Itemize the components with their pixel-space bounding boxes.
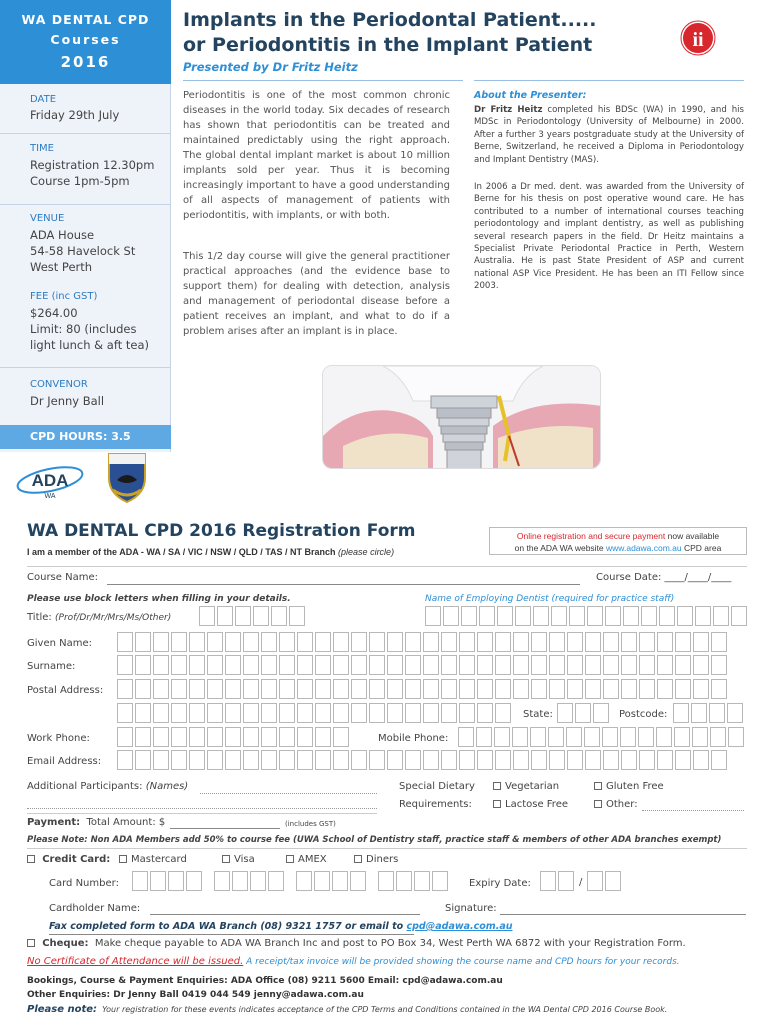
course-name-field[interactable] [107,584,580,585]
work-phone-label: Work Phone: [27,733,90,744]
online-registration-text: on the ADA WA website [514,543,607,553]
presenter-line: Presented by Dr Fritz Heitz [183,60,358,74]
cardholder-name-field[interactable] [150,914,420,915]
sidebar-header [0,0,171,84]
title-label-text: Title: [27,612,52,623]
includes-gst-note: (includes GST) [285,820,336,828]
footer-note-text: Your registration for these events indicates acceptance of the CPD Terms and Conditions contained in the WA Dental CPD 2016 Course Book. [102,1005,668,1014]
additional-participants-field-2[interactable] [27,808,377,809]
online-registration-link[interactable]: Online registration and secure payment [516,531,666,541]
online-registration-text: CPD area [681,543,722,553]
divider [27,848,747,849]
certificate-note [27,956,680,967]
card-number-boxes-2[interactable] [214,871,284,891]
payment-label: Payment: [27,817,81,828]
work-phone-boxes[interactable] [117,727,349,747]
membership-line [27,547,394,557]
intro-paragraph-1: Periodontitis is one of the most common chronic diseases in the world today. Six decades of research has shown that periodontitis can be treated and maintained predictably using the right approach. The global dental implant market is about 10 million implants sold per year. Thus it is becoming increasingly important to have a good understanding of all aspects of management of patients with periodontitis, with implants, or with both. [183,90,450,221]
surname-label: Surname: [27,661,76,672]
about-paragraph-1 [474,104,744,166]
other-diet-field[interactable] [642,810,744,811]
card-number-label: Card Number: [49,878,119,889]
card-number-boxes-3[interactable] [296,871,366,891]
title-boxes[interactable] [199,606,305,626]
title-options: (Prof/Dr/Mr/Mrs/Ms/Other) [55,613,172,623]
visa-option[interactable] [222,854,255,865]
no-certificate-text: No Certificate of Attendance will be issued. [27,956,244,967]
online-registration-box [489,527,747,555]
additional-participants-names: (Names) [145,781,189,792]
uwa-crest-logo [105,450,149,504]
vegetarian-option[interactable] [493,781,559,792]
state-boxes[interactable] [557,703,609,723]
gluten-free-label: Gluten Free [606,781,664,792]
credit-card-checkbox[interactable] [27,855,35,863]
divider [474,80,744,81]
mastercard-label: Mastercard [131,854,187,865]
receipt-text: A receipt/tax invoice will be provided showing the course name and CPD hours for your records. [243,957,680,967]
website-link[interactable]: www.adawa.com.au [606,543,682,553]
cardholder-name-label: Cardholder Name: [49,903,141,914]
mobile-phone-label: Mobile Phone: [378,733,449,744]
lactose-free-checkbox[interactable] [493,800,501,808]
convenor-value: Dr Jenny Ball [30,394,105,408]
payment-line [27,817,165,828]
venue-line1: ADA House [30,228,95,242]
date-value: Friday 29th July [30,108,120,122]
membership-text[interactable]: I am a member of the ADA - WA / SA / VIC / NSW / QLD / TAS / NT Branch [27,547,336,557]
non-member-fee-note: Please Note: Non ADA Members add 50% to course fee (UWA School of Dentistry staff, practice staff & members of other ADA branches exempt) [27,835,722,845]
signature-label: Signature: [445,903,497,914]
sidebar-header-line1: WA DENTAL CPD [21,12,150,27]
fee-line1: $264.00 [30,306,78,320]
about-paragraph-1-text: completed his BDSc (WA) in 1990, and his MDSc in Periodontology (University of Melbourne) in 2000. After a further 3 years postgraduate study at the University of Berne, Switzerland, he received a Diploma in Periodontology and Implant Dentistry (MAS). [474,105,745,165]
cheque-text: Make cheque payable to ADA WA Branch Inc and post to PO Box 34, West Perth WA 6872 with your Registration Form. [94,938,686,949]
additional-participants-text: Additional Participants: [27,781,143,792]
lactose-free-option[interactable] [493,799,568,810]
requirements-label: Requirements: [399,799,472,810]
venue-line3: West Perth [30,260,93,274]
time-label: TIME [30,143,55,154]
venue-line2: 54-58 Havelock St [30,244,136,258]
diners-checkbox[interactable] [354,855,362,863]
lactose-free-label: Lactose Free [505,799,568,810]
bookings-contact: Bookings, Course & Payment Enquiries: ADA Office (08) 9211 5600 Email: cpd@adawa.com.au [27,976,503,986]
postal-address-boxes-line2[interactable] [117,703,511,723]
divider [0,367,171,368]
fax-instruction [49,921,513,932]
diners-label: Diners [366,854,399,865]
time-line1: Registration 12.30pm [30,158,155,172]
state-label: State: [523,709,553,720]
email-label: Email Address: [27,756,102,767]
implant-illustration [322,365,601,469]
amex-option[interactable] [286,854,327,865]
divider [0,133,171,134]
employing-dentist-label: Name of Employing Dentist (required for practice staff) [425,594,675,604]
expiry-separator: / [579,877,583,888]
cheque-checkbox[interactable] [27,939,35,947]
total-amount-field[interactable] [170,828,280,829]
convenor-label: CONVENOR [30,379,88,390]
vegetarian-checkbox[interactable] [493,782,501,790]
divider [27,813,377,814]
ada-logo [14,458,86,502]
sidebar-header-line2: Courses [50,32,121,47]
membership-note: (please circle) [338,547,395,557]
divider [0,204,171,205]
additional-participants-field[interactable] [200,793,377,794]
other-enquiries-contact: Other Enquiries: Dr Jenny Ball 0419 044 549 jenny@adawa.com.au [27,990,364,1000]
fee-line2: Limit: 80 (includes [30,322,137,336]
form-title: WA DENTAL CPD 2016 Registration Form [27,521,416,541]
course-name-label: Course Name: [27,572,98,583]
cheque-label: Cheque: [42,938,89,949]
course-title-line2: or Periodontitis in the Implant Patient [183,34,593,56]
time-line2: Course 1pm-5pm [30,174,130,188]
given-name-label: Given Name: [27,638,92,649]
postal-address-boxes-line1[interactable] [117,679,727,699]
additional-participants-label [27,781,188,792]
mastercard-option[interactable] [119,854,187,865]
footer-note-label: Please note: [27,1004,98,1015]
employing-dentist-boxes[interactable] [425,606,747,626]
expiry-date-label: Expiry Date: [469,878,531,889]
divider [49,934,414,935]
special-dietary-label: Special Dietary [399,781,475,792]
title-label [27,612,171,623]
cpd-hours: CPD HOURS: 3.5 [0,425,171,449]
intro-paragraph-2: This 1/2 day course will give the general practitioner practical approaches (and the evidence base to support them) for dealing with detection, analysis and management of periodontal disease before a patient receives an implant, and what to do if a problem arises after an implant is in place. [183,251,450,337]
diners-option[interactable] [354,854,398,865]
mobile-phone-boxes[interactable] [458,727,744,747]
course-date-field[interactable]: Course Date: ____/____/____ [596,572,732,583]
card-number-boxes-1[interactable] [132,871,202,891]
course-title-line1: Implants in the Periodontal Patient..... [183,9,597,31]
online-registration-text: now available [665,531,720,541]
about-heading: About the Presenter: [474,90,587,101]
divider [27,566,747,567]
gluten-free-checkbox[interactable] [594,782,602,790]
postcode-boxes[interactable] [673,703,743,723]
fax-instruction-text: Fax completed form to ADA WA Branch (08) 9321 1757 or email to [49,921,407,932]
ada-logo-text: ADA [31,471,69,490]
ada-logo-subtext: WA [44,493,56,500]
gluten-free-option[interactable] [594,781,664,792]
other-diet-checkbox[interactable] [594,800,602,808]
iti-logo-text: ii [692,29,704,51]
footer-note [27,1004,667,1015]
postal-address-label: Postal Address: [27,685,104,696]
vegetarian-label: Vegetarian [505,781,560,792]
surname-boxes[interactable] [117,655,727,675]
signature-field[interactable] [500,914,746,915]
visa-checkbox[interactable] [222,855,230,863]
mastercard-checkbox[interactable] [119,855,127,863]
email-boxes[interactable] [117,750,727,770]
date-label: DATE [30,94,57,105]
divider [183,80,463,81]
amex-label: AMEX [298,854,327,865]
venue-label: VENUE [30,213,65,224]
online-registration-line2 [490,542,746,554]
other-diet-label: Other: [606,799,638,810]
amex-checkbox[interactable] [286,855,294,863]
online-registration-line1 [490,530,746,542]
credit-card-option[interactable] [27,854,110,865]
sidebar-header-year: 2016 [60,53,111,71]
about-paragraph-2: In 2006 a Dr med. dent. was awarded from the University of Berne for his thesis on post operative wound care. He has contributed to a number of international courses teaching periodontology and implant dentistry, as well as publishing several research papers in the field. Dr Heitz maintains a Specialist Private Periodontal Practice in Perth, Western Australia. He is past State President of ASP and current national ASP Vice President. He has been an ITI Fellow since 2003. [474,182,744,292]
block-letters-note: Please use block letters when filling in your details. [27,594,291,604]
iti-logo [680,20,716,56]
other-diet-option[interactable] [594,799,638,810]
fee-line3: light lunch & aft tea) [30,338,149,352]
fax-email-link[interactable]: cpd@adawa.com.au [406,921,513,932]
fee-label: FEE (inc GST) [30,291,98,302]
credit-card-label: Credit Card: [42,854,111,865]
total-amount-label: Total Amount: $ [86,817,166,828]
given-name-boxes[interactable] [117,632,727,652]
expiry-month-boxes[interactable] [540,871,574,891]
presenter-name: Dr Fritz Heitz [474,105,543,115]
visa-label: Visa [234,854,255,865]
postcode-label: Postcode: [619,709,668,720]
expiry-year-boxes[interactable] [587,871,621,891]
card-number-boxes-4[interactable] [378,871,448,891]
cheque-option[interactable] [27,938,686,949]
